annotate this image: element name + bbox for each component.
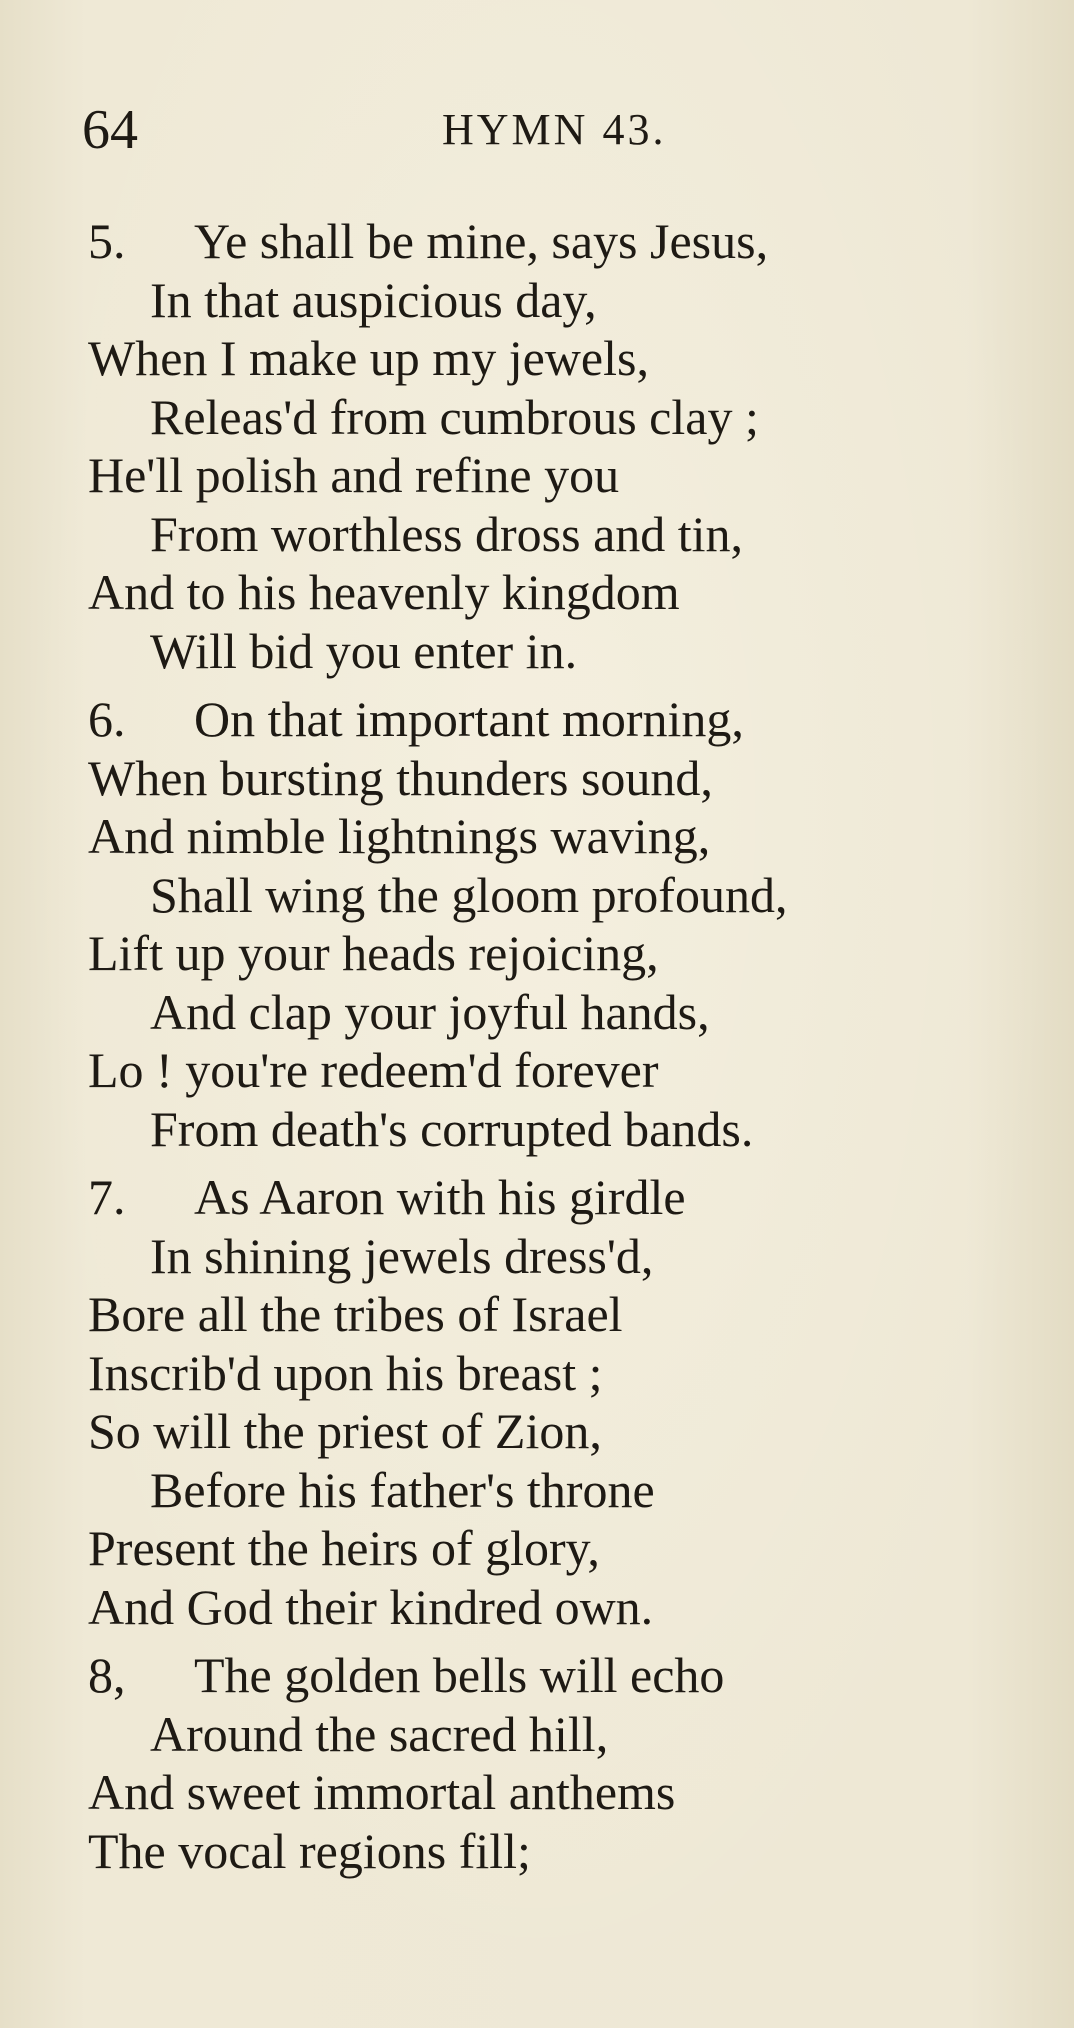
verse-line: Will bid you enter in. (150, 622, 578, 679)
verse-number: 6. (88, 691, 126, 747)
verse-line: Before his father's throne (150, 1461, 655, 1518)
verse-line: Bore all the tribes of Israel (88, 1286, 623, 1342)
verse-line: 7. As Aaron with his girdle (88, 1169, 686, 1225)
verse (0, 690, 1074, 1158)
verse-line: In that auspicious day, (150, 271, 597, 328)
verse-line: And God their kindred own. (88, 1578, 654, 1635)
verse-line: In shining jewels dress'd, (150, 1227, 654, 1284)
verse-line: And to his heavenly kingdom (88, 564, 680, 620)
page-header (82, 100, 702, 160)
hymn-text (0, 212, 1074, 1880)
verse-line: He'll polish and refine you (88, 447, 620, 503)
verse-number: 8, (88, 1647, 126, 1703)
verse-line: So will the priest of Zion, (88, 1403, 602, 1459)
verse-line: When bursting thunders sound, (88, 749, 713, 806)
verse-number: 7. (88, 1169, 126, 1225)
verse-line: 6. On that important morning, (88, 691, 744, 747)
verse (0, 1168, 1074, 1636)
verse-line: From worthless dross and tin, (150, 505, 744, 562)
verse-line: Inscrib'd upon his breast ; (88, 1344, 603, 1401)
verse-line: Present the heirs of glory, (88, 1520, 600, 1576)
verse (0, 1646, 1074, 1880)
verse-line: The vocal regions fill; (88, 1822, 531, 1879)
verse-number: 5. (88, 213, 126, 269)
page-number: 64 (82, 99, 138, 161)
verse-line: And nimble lightnings waving, (88, 808, 711, 864)
verse-line: 8, The golden bells will echo (88, 1647, 725, 1703)
verse-line: Lift up your heads rejoicing, (88, 925, 659, 981)
verse-line: From death's corrupted bands. (150, 1100, 754, 1157)
verse-line: And clap your joyful hands, (150, 983, 710, 1040)
verse (0, 212, 1074, 680)
verse-line: Releas'd from cumbrous clay ; (150, 388, 759, 445)
verse-line: Lo ! you're redeem'd forever (88, 1042, 659, 1098)
verse-line: Shall wing the gloom profound, (150, 866, 788, 923)
verse-line: Around the sacred hill, (150, 1705, 609, 1762)
verse-line: 5. Ye shall be mine, says Jesus, (88, 213, 769, 269)
running-head: HYMN 43. (442, 105, 667, 154)
verse-line: When I make up my jewels, (88, 330, 649, 386)
verse-line: And sweet immortal anthems (88, 1764, 676, 1820)
